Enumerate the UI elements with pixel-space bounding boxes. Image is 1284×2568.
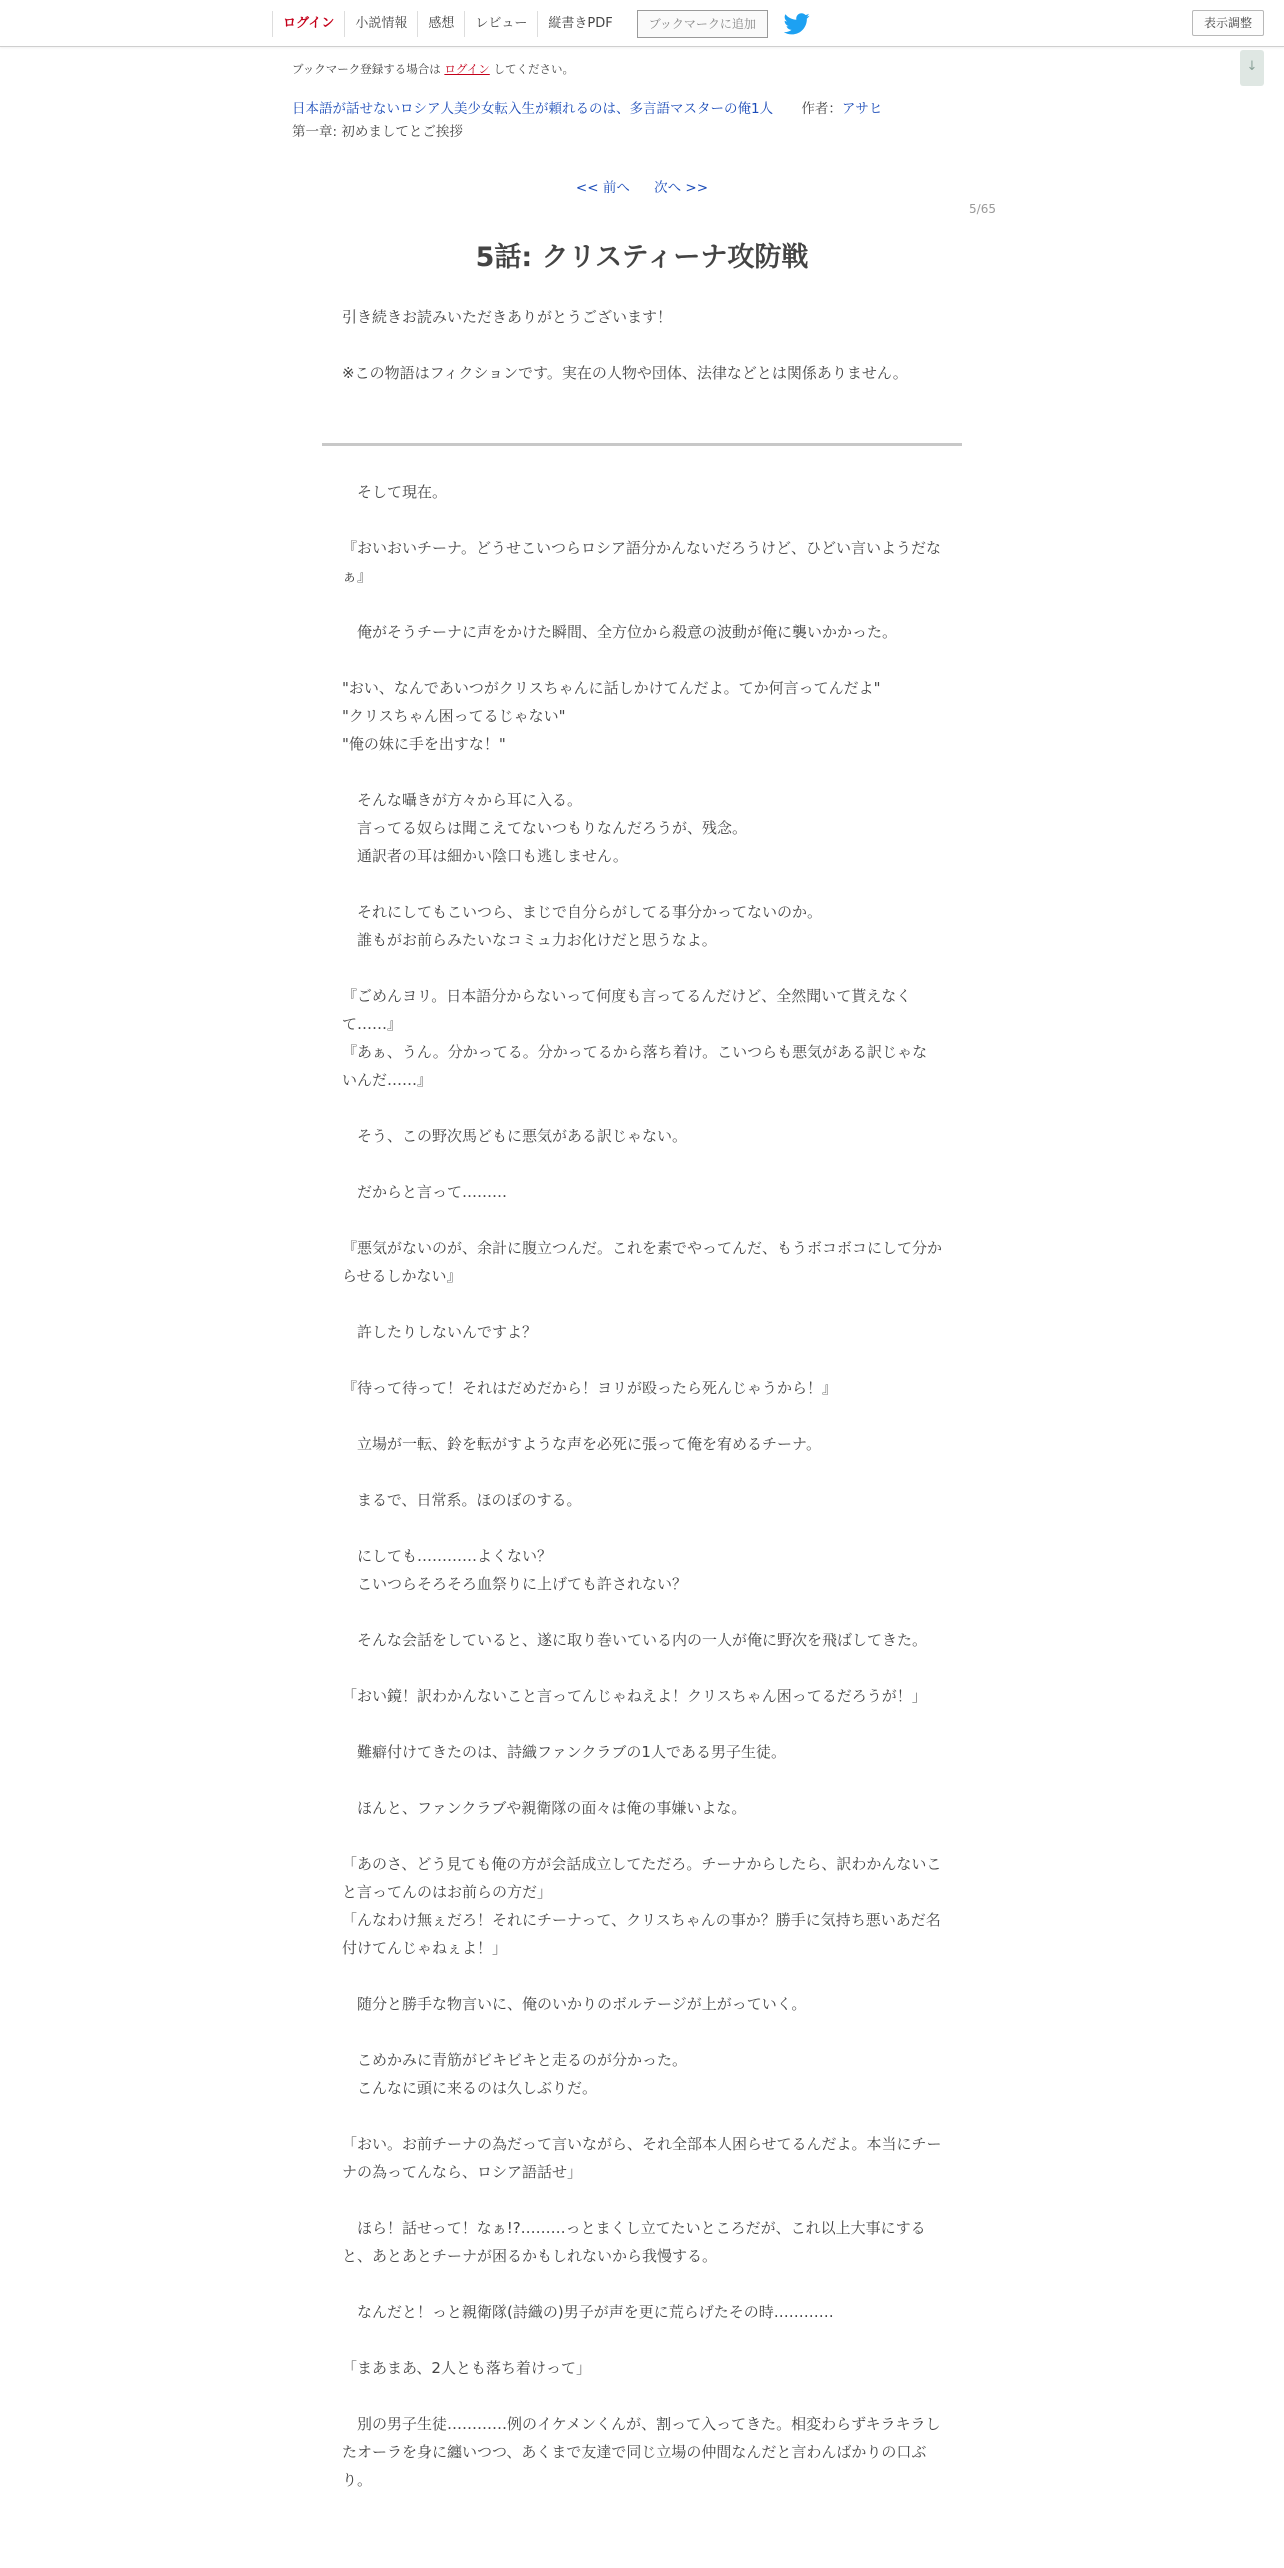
episode-title: 5話: クリスティーナ攻防戦 bbox=[475, 242, 809, 273]
blank-line bbox=[342, 1598, 942, 1626]
body-line: こめかみに青筋がビキビキと走るのが分かった。 bbox=[342, 2051, 688, 2069]
login-note-suffix: してください。 bbox=[493, 62, 574, 76]
novel-title-line bbox=[292, 97, 882, 117]
body-line: "クリスちゃん困ってるじゃない" bbox=[342, 707, 566, 725]
body-line: 「おい鏡！訳わかんないこと言ってんじゃねえよ！クリスちゃん困ってるだろうが！」 bbox=[342, 1687, 927, 1705]
twitter-bird-icon[interactable] bbox=[784, 13, 810, 35]
display-settings-button[interactable]: 表示調整 bbox=[1192, 10, 1264, 36]
body-line: なんだと！っと親衛隊(詩織の)男子が声を更に荒らげたその時………… bbox=[342, 2303, 834, 2321]
body-line: まるで、日常系。ほのぼのする。 bbox=[342, 1491, 582, 1509]
login-note-link[interactable]: ログイン bbox=[444, 62, 490, 76]
blank-line bbox=[342, 758, 942, 786]
blank-line bbox=[342, 1290, 942, 1318]
author-label: 作者： bbox=[801, 101, 842, 117]
body-line: そんな会話をしていると、遂に取り巻いている内の一人が俺に野次を飛ばしてきた。 bbox=[342, 1631, 928, 1649]
blank-line bbox=[342, 1346, 942, 1374]
blank-line bbox=[342, 2102, 942, 2130]
blank-line bbox=[342, 1458, 942, 1486]
body-line: 誰もがお前らみたいなコミュ力お化けだと思うなよ。 bbox=[342, 931, 717, 949]
blank-line bbox=[342, 1094, 942, 1122]
blank-line bbox=[342, 1654, 942, 1682]
blank-line bbox=[342, 2018, 942, 2046]
body-line: 『あぁ、うん。分かってる。分かってるから落ち着け。こいつらも悪気がある訳じゃないんだ……』 bbox=[342, 1043, 928, 1089]
body-line: 『おいおいチーナ。どうせこいつらロシア語分かんないだろうけど、ひどい言いようだなぁ』 bbox=[342, 539, 941, 585]
body-line: ほら！話せって！なぁ!?………っとまくし立てたいところだが、これ以上大事にすると、あとあとチーナが困るかもしれないから我慢する。 bbox=[342, 2219, 926, 2265]
author-link[interactable]: アサヒ bbox=[841, 101, 883, 117]
add-bookmark-button[interactable]: ブックマークに追加 bbox=[637, 10, 768, 38]
episode-pager bbox=[0, 176, 1284, 196]
body-line: 『悪気がないのが、余計に腹立つんだ。これを素でやってんだ、もうボコボコにして分からせるしかない』 bbox=[342, 1239, 943, 1285]
episode-count: 5/65 bbox=[969, 202, 996, 216]
blank-line bbox=[342, 1402, 942, 1430]
foreword-paragraph: ※この物語はフィクションです。実在の人物や団体、法律などとは関係ありません。 bbox=[342, 364, 908, 382]
novel-title-link[interactable]: 日本語が話せないロシア人美少女転入生が頼れるのは、多言語マスターの俺1人 bbox=[292, 101, 774, 117]
bookmark-login-note bbox=[292, 61, 574, 77]
body-line: だからと言って……… bbox=[342, 1183, 508, 1201]
body-line: 「あのさ、どう見ても俺の方が会話成立してただろ。チーナからしたら、訳わかんないこと言ってんのはお前らの方だ」 bbox=[342, 1855, 942, 1901]
scroll-down-tab[interactable]: ↓ bbox=[1240, 50, 1264, 86]
blank-line bbox=[342, 1822, 942, 1850]
blank-line bbox=[342, 1514, 942, 1542]
body-line: 「んなわけ無ぇだろ！それにチーナって、クリスちゃんの事か？勝手に気持ち悪いあだ名付けてんじゃねぇよ！」 bbox=[342, 1911, 941, 1957]
body-line: "俺の妹に手を出すな！" bbox=[342, 735, 506, 753]
blank-line bbox=[342, 2382, 942, 2410]
body-line: にしても…………よくない？ bbox=[342, 1547, 553, 1565]
body-line: それにしてもこいつら、まじで自分らがしてる事分かってないのか。 bbox=[342, 903, 823, 921]
body-line: そして現在。 bbox=[342, 483, 448, 501]
blank-line bbox=[342, 1710, 942, 1738]
body-line: 『待って待って！それはだめだから！ヨリが殴ったら死んじゃうから！』 bbox=[342, 1379, 838, 1397]
body-line: 俺がそうチーナに声をかけた瞬間、全方位から殺意の波動が俺に襲いかかった。 bbox=[342, 623, 898, 641]
foreword-paragraph: 引き続きお読みいただきありがとうございます！ bbox=[342, 308, 673, 326]
blank-line bbox=[342, 1206, 942, 1234]
body-line: こんなに頭に来るのは久しぶりだ。 bbox=[342, 2079, 598, 2097]
prev-episode-link[interactable]: << 前へ bbox=[575, 180, 630, 196]
story-body bbox=[342, 478, 942, 2494]
body-line: 随分と勝手な物言いに、俺のいかりのボルテージが上がっていく。 bbox=[342, 1995, 807, 2013]
body-line: そう、この野次馬どもに悪気がある訳じゃない。 bbox=[342, 1127, 688, 1145]
body-line: 通訳者の耳は細かい陰口も逃しません。 bbox=[342, 847, 628, 865]
blank-line bbox=[342, 2186, 942, 2214]
body-line: そんな囁きが方々から耳に入る。 bbox=[342, 791, 583, 809]
body-line: 難癖付けてきたのは、詩織ファンクラブの1人である男子生徒。 bbox=[342, 1743, 786, 1761]
blank-line bbox=[342, 2270, 942, 2298]
next-episode-link[interactable]: 次へ >> bbox=[654, 180, 709, 196]
body-line: 「まあまあ、2人とも落ち着けって」 bbox=[342, 2359, 591, 2377]
body-line: 別の男子生徒…………例のイケメンくんが、割って入ってきた。相変わらずキラキラしたオーラを身に纏いつつ、あくまで友達で同じ立場の仲間なんだと言わんばかりの口ぶり。 bbox=[342, 2415, 941, 2489]
blank-line bbox=[342, 646, 942, 674]
body-line: ほんと、ファンクラブや親衛隊の面々は俺の事嫌いよな。 bbox=[342, 1799, 747, 1817]
login-note-prefix: ブックマーク登録する場合は bbox=[292, 62, 441, 76]
nav-vertical-pdf-link[interactable]: 縦書きPDF bbox=[537, 11, 622, 37]
body-line: 「おい。お前チーナの為だって言いながら、それ全部本人困らせてるんだよ。本当にチーナの為ってんなら、ロシア語話せ」 bbox=[342, 2135, 942, 2181]
top-navigation-bar bbox=[0, 0, 1284, 47]
blank-line bbox=[342, 954, 942, 982]
nav-review-link[interactable]: レビュー bbox=[464, 11, 537, 37]
chapter-title: 第一章: 初めましてとご挨拶 bbox=[292, 124, 463, 140]
blank-line bbox=[342, 590, 942, 618]
nav-login-link[interactable]: ログイン bbox=[272, 11, 344, 37]
body-line: 言ってる奴らは聞こえてないつもりなんだろうが、残念。 bbox=[342, 819, 748, 837]
foreword-divider bbox=[322, 443, 962, 446]
body-line: 『ごめんヨリ。日本語分からないって何度も言ってるんだけど、全然聞いて貰えなくて……』 bbox=[342, 987, 912, 1033]
blank-line bbox=[342, 870, 942, 898]
main-nav bbox=[272, 10, 810, 38]
foreword bbox=[342, 303, 942, 415]
nav-novel-info-link[interactable]: 小説情報 bbox=[344, 11, 417, 37]
body-line: "おい、なんであいつがクリスちゃんに話しかけてんだよ。てか何言ってんだよ" bbox=[342, 679, 881, 697]
body-line: 立場が一転、鈴を転がすような声を必死に張って俺を宥めるチーナ。 bbox=[342, 1435, 821, 1453]
blank-line bbox=[342, 506, 942, 534]
body-line: こいつらそろそろ血祭りに上げても許されない？ bbox=[342, 1575, 688, 1593]
body-line: 許したりしないんですよ？ bbox=[342, 1323, 538, 1341]
blank-line bbox=[342, 1962, 942, 1990]
blank-line bbox=[342, 1150, 942, 1178]
blank-line bbox=[342, 2326, 942, 2354]
blank-line bbox=[342, 1766, 942, 1794]
nav-impressions-link[interactable]: 感想 bbox=[417, 11, 464, 37]
